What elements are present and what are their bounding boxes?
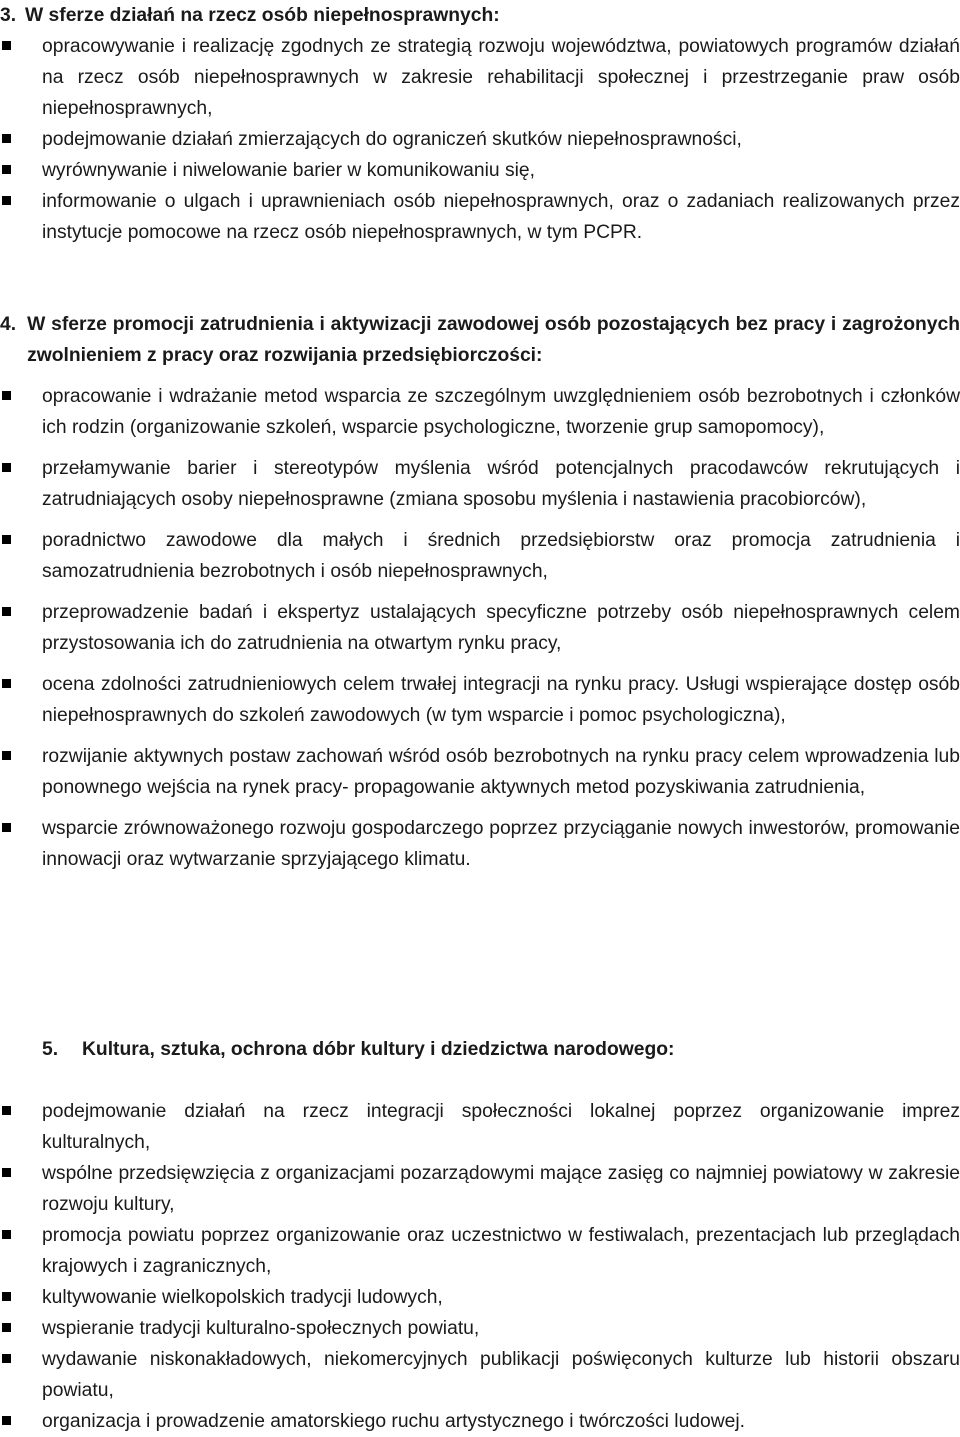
section-number: 5. [42, 1039, 59, 1060]
square-bullet-icon [2, 165, 11, 174]
list-item [0, 453, 960, 515]
square-bullet-icon [2, 1292, 11, 1301]
square-bullet-icon [2, 823, 11, 832]
section-4-list [0, 381, 960, 875]
square-bullet-icon [2, 1354, 11, 1363]
list-item [0, 186, 960, 248]
list-item-text: wydawanie niskonakładowych, niekomercyjnych publikacji poświęconych kulturze lub historii obszaru powiatu, [42, 1349, 960, 1401]
list-item [0, 155, 960, 186]
list-item [0, 1344, 960, 1406]
list-item [0, 124, 960, 155]
section-5 [0, 1034, 960, 1437]
section-4-heading [0, 309, 960, 371]
list-item [0, 381, 960, 443]
list-item [0, 1313, 960, 1344]
list-item-text: wspólne przedsięwzięcia z organizacjami pozarządowymi mające zasięg co najmniej powiatowy w zakresie rozwoju kultury, [42, 1163, 960, 1215]
square-bullet-icon [2, 1323, 11, 1332]
list-item-text: wyrównywanie i niwelowanie barier w komunikowaniu się, [42, 160, 535, 181]
list-item-text: wspieranie tradycji kulturalno-społecznych powiatu, [42, 1318, 480, 1339]
list-item-text: przeprowadzenie badań i ekspertyz ustalających specyficzne potrzeby osób niepełnosprawnych celem przystosowania ich do zatrudnienia na otwartym rynku pracy, [42, 602, 960, 654]
list-item [0, 1282, 960, 1313]
square-bullet-icon [2, 134, 11, 143]
section-title: W sferze działań na rzecz osób niepełnosprawnych: [25, 5, 500, 26]
section-number: 4. [0, 314, 17, 335]
square-bullet-icon [2, 1230, 11, 1239]
square-bullet-icon [2, 607, 11, 616]
list-item [0, 1406, 960, 1437]
section-5-heading [0, 1034, 960, 1065]
list-item-text: ocena zdolności zatrudnieniowych celem trwałej integracji na rynku pracy. Usługi wspierające dostęp osób niepełnosprawnych do szkoleń zawodowych (w tym wsparcie i pomoc psychologiczna), [42, 674, 960, 726]
list-item-text: wsparcie zrównoważonego rozwoju gospodarczego poprzez przyciąganie nowych inwestorów, promowanie innowacji oraz wytwarzanie sprzyjającego klimatu. [42, 818, 960, 870]
section-title: W sferze promocji zatrudnienia i aktywizacji zawodowej osób pozostających bez pracy i zagrożonych zwolnieniem z pracy oraz rozwijania przedsiębiorczości: [27, 314, 960, 366]
list-item [0, 741, 960, 803]
list-item-text: promocja powiatu poprzez organizowanie oraz uczestnictwo w festiwalach, prezentacjach lub przeglądach krajowych i zagranicznych, [42, 1225, 960, 1277]
square-bullet-icon [2, 196, 11, 205]
section-5-list [0, 1096, 960, 1437]
list-item-text: poradnictwo zawodowe dla małych i średnich przedsiębiorstw oraz promocja zatrudnienia i samozatrudnienia bezrobotnych i osób niepełnosprawnych, [42, 530, 960, 582]
list-item [0, 525, 960, 587]
section-title: Kultura, sztuka, ochrona dóbr kultury i dziedzictwa narodowego: [82, 1039, 675, 1060]
list-item-text: opracowanie i wdrażanie metod wsparcia ze szczególnym uwzględnieniem osób bezrobotnych i członków ich rodzin (organizowanie szkoleń, wsparcie psychologiczne, tworzenie grup samopomocy), [42, 386, 960, 438]
list-item [0, 1158, 960, 1220]
square-bullet-icon [2, 679, 11, 688]
square-bullet-icon [2, 751, 11, 760]
list-item-text: przełamywanie barier i stereotypów myślenia wśród potencjalnych pracodawców rekrutujących i zatrudniających osoby niepełnosprawne (zmiana sposobu myślenia i nastawienia pracobiorców), [42, 458, 960, 510]
list-item [0, 597, 960, 659]
list-item [0, 31, 960, 124]
square-bullet-icon [2, 41, 11, 50]
section-3-heading [0, 0, 960, 31]
list-item [0, 813, 960, 875]
list-item [0, 1096, 960, 1158]
square-bullet-icon [2, 1416, 11, 1425]
square-bullet-icon [2, 535, 11, 544]
list-item-text: organizacja i prowadzenie amatorskiego ruchu artystycznego i twórczości ludowej. [42, 1411, 746, 1432]
list-item-text: kultywowanie wielkopolskich tradycji ludowych, [42, 1287, 443, 1308]
square-bullet-icon [2, 463, 11, 472]
square-bullet-icon [2, 1106, 11, 1115]
square-bullet-icon [2, 1168, 11, 1177]
section-4 [0, 309, 960, 875]
list-item-text: podejmowanie działań na rzecz integracji społeczności lokalnej poprzez organizowanie imprez kulturalnych, [42, 1101, 960, 1153]
list-item-text: rozwijanie aktywnych postaw zachowań wśród osób bezrobotnych na rynku pracy celem wprowadzenia lub ponownego wejścia na rynek pracy- propagowanie aktywnych metod pozyskiwania zatrudnienia, [42, 746, 960, 798]
section-3-list [0, 31, 960, 248]
square-bullet-icon [2, 391, 11, 400]
list-item-text: informowanie o ulgach i uprawnieniach osób niepełnosprawnych, oraz o zadaniach realizowanych przez instytucje pomocowe na rzecz osób niepełnosprawnych, w tym PCPR. [42, 191, 960, 243]
section-number: 3. [0, 5, 17, 26]
list-item-text: podejmowanie działań zmierzających do ograniczeń skutków niepełnosprawności, [42, 129, 742, 150]
list-item-text: opracowywanie i realizację zgodnych ze strategią rozwoju województwa, powiatowych programów działań na rzecz osób niepełnosprawnych w zakresie rehabilitacji społecznej i przestrzeganie praw osób niepełnosprawnych, [42, 36, 960, 119]
list-item [0, 669, 960, 731]
section-3 [0, 0, 960, 248]
list-item [0, 1220, 960, 1282]
